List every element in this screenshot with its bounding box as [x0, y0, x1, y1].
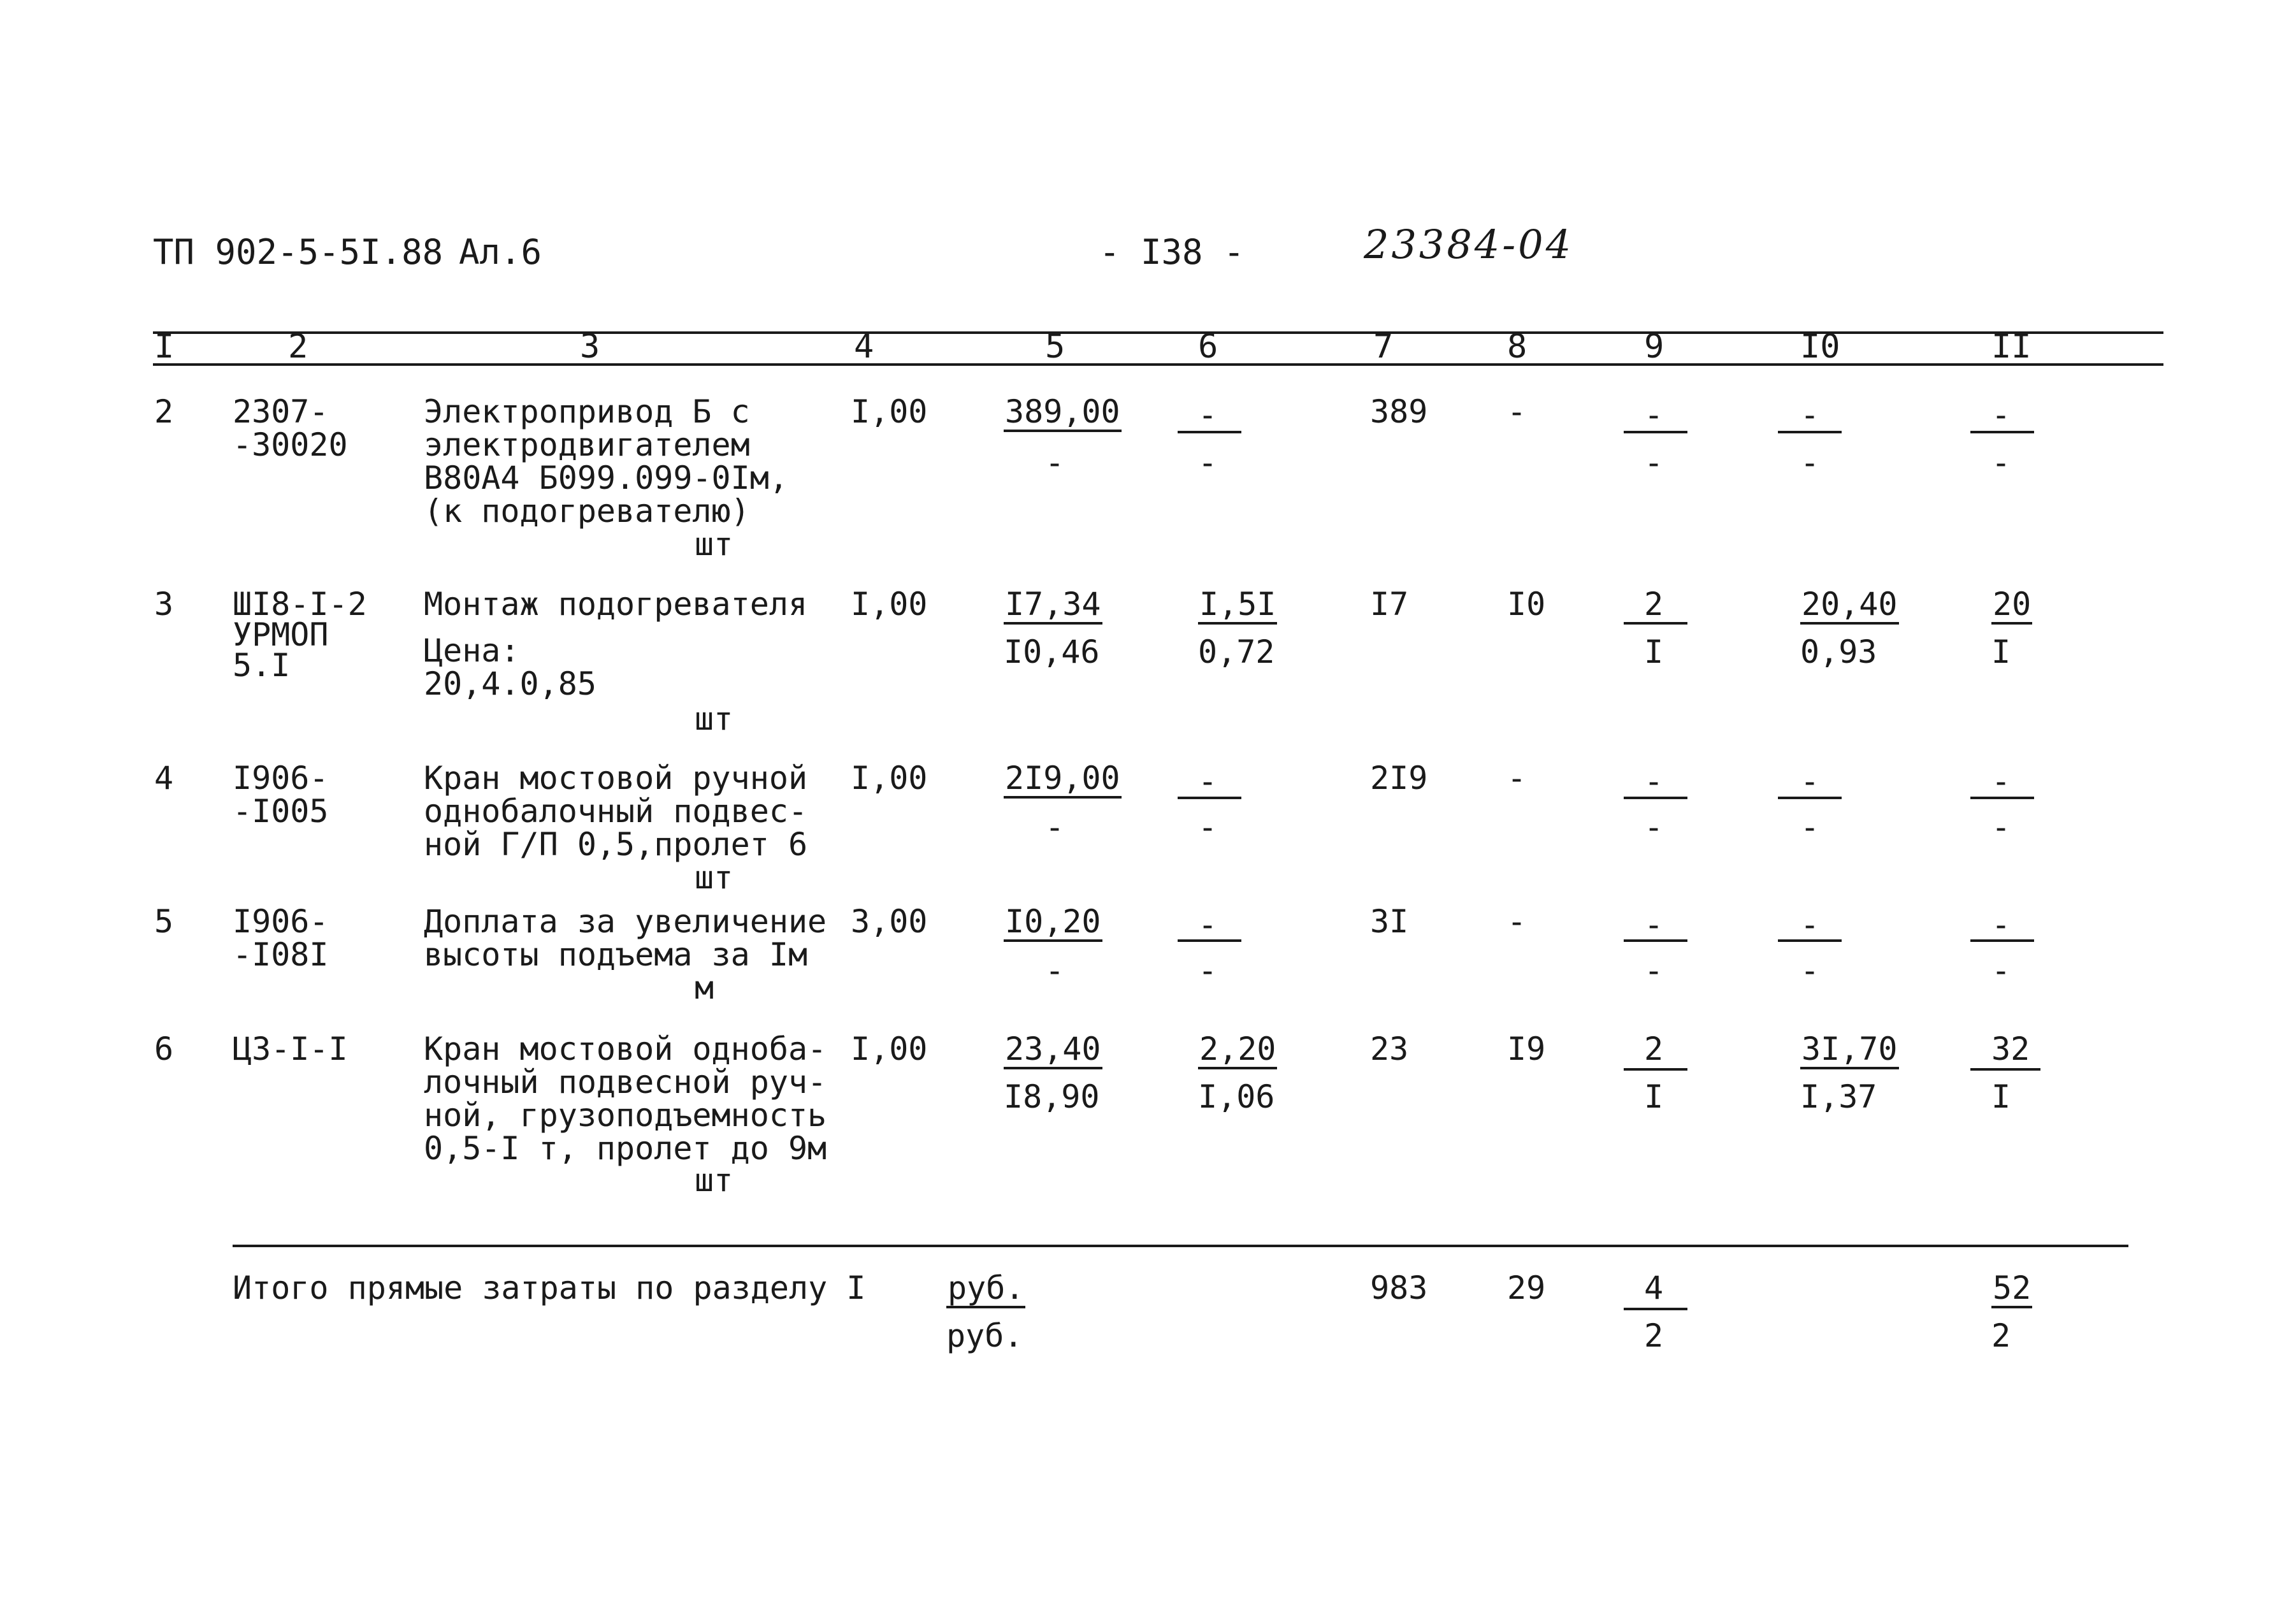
col6-bottom: - — [1198, 952, 1218, 989]
row-number: 2 — [154, 393, 174, 430]
price-code: ШI8-I-2 — [233, 586, 367, 623]
page-number: - I38 - — [1099, 232, 1245, 272]
unit-cost-value: I0,20 — [1004, 905, 1102, 942]
item-description: однобалочный подвес- — [424, 793, 808, 830]
column-number: 6 — [1198, 328, 1218, 366]
quantity: I,00 — [851, 586, 928, 623]
col6-top: - — [1198, 396, 1218, 433]
col10-bottom: - — [1800, 809, 1820, 846]
unit-cost-value: 23,40 — [1004, 1032, 1102, 1069]
price-code: УРМОП — [233, 616, 329, 653]
col10-bottom: - — [1800, 444, 1820, 481]
total-cost: 389 — [1370, 393, 1428, 430]
col10-top: - — [1800, 763, 1820, 800]
unit: м — [695, 969, 714, 1006]
unit-cost-top — [1004, 762, 1122, 799]
col9-bottom: - — [1644, 952, 1664, 989]
col11-bottom: - — [1991, 952, 2011, 989]
col11-bottom: - — [1991, 444, 2011, 481]
table-top-rule — [153, 331, 2163, 334]
col6-bottom: - — [1198, 809, 1218, 846]
price-code: -30020 — [233, 426, 348, 463]
col10-top — [1800, 1032, 1899, 1069]
totals-col8: 29 — [1507, 1269, 1546, 1306]
col6-value: I,5I — [1198, 588, 1277, 625]
col11-bottom: - — [1991, 809, 2011, 846]
quantity: 3,00 — [851, 903, 928, 940]
total-cost: 2I9 — [1370, 760, 1428, 797]
totals-label: Итого прямые затраты по разделу I — [233, 1269, 866, 1306]
totals-unit-top — [946, 1271, 1025, 1308]
totals-unit-bottom: руб. — [946, 1317, 1023, 1354]
unit-cost-value: 2I9,00 — [1004, 762, 1122, 799]
item-description: 20,4.0,85 — [424, 665, 596, 702]
column-number: I — [154, 328, 175, 366]
col11-top — [1991, 588, 2032, 625]
column-number: II — [1991, 328, 2032, 366]
col6-top — [1198, 588, 1277, 625]
col9-top: 2 — [1644, 586, 1664, 623]
price-code: 2307- — [233, 393, 329, 430]
col11-top: 32 — [1991, 1031, 2030, 1067]
col9-top: - — [1644, 906, 1664, 943]
col10-bottom: 0,93 — [1800, 633, 1877, 670]
totals-col9-top: 4 — [1644, 1269, 1664, 1306]
col9-bottom: I — [1644, 633, 1664, 670]
totals-col9-bottom: 2 — [1644, 1317, 1664, 1354]
fraction-line — [1624, 1068, 1687, 1071]
col6-top — [1198, 1032, 1277, 1069]
item-description: ной, грузоподъемность — [424, 1097, 827, 1134]
item-description: Доплата за увеличение — [424, 903, 827, 940]
price-code: -I08I — [233, 936, 329, 973]
unit-cost-top — [1004, 395, 1122, 432]
col10-top — [1800, 588, 1899, 625]
col6-value: 2,20 — [1198, 1032, 1277, 1069]
unit-cost-bottom: - — [1045, 444, 1065, 481]
quantity: I,00 — [851, 1031, 928, 1067]
col10-bottom: - — [1800, 952, 1820, 989]
document-code: ТП 902-5-5I.88 — [153, 232, 444, 272]
col9-bottom: - — [1644, 444, 1664, 481]
item-description: Кран мостовой одноба- — [424, 1031, 827, 1067]
col6-bottom: I,06 — [1198, 1078, 1275, 1115]
totals-unit-value: руб. — [946, 1271, 1025, 1308]
item-description: (к подогревателю) — [424, 493, 750, 530]
unit-cost-bottom: I0,46 — [1004, 633, 1100, 670]
unit-cost-top — [1004, 905, 1102, 942]
price-code: 5.I — [233, 647, 291, 684]
row-number: 4 — [154, 760, 174, 797]
unit-cost-value: I7,34 — [1004, 588, 1102, 625]
unit-cost-value: 389,00 — [1004, 395, 1122, 432]
item-description: Электропривод Б с — [424, 393, 750, 430]
row-number: 6 — [154, 1031, 174, 1067]
col9-bottom: - — [1644, 809, 1664, 846]
totals-col11-bottom: 2 — [1991, 1317, 2011, 1354]
table-header-rule — [153, 363, 2163, 366]
col6-top: - — [1198, 763, 1218, 800]
item-description: электродвигателем — [424, 426, 750, 463]
item-description: Цена: — [424, 632, 520, 669]
item-description: 0,5-I т, пролет до 9м — [424, 1130, 827, 1167]
unit: шт — [695, 526, 733, 563]
col11-bottom: I — [1991, 633, 2011, 670]
col9-top: - — [1644, 396, 1664, 433]
col6-bottom: 0,72 — [1198, 633, 1275, 670]
column-number: 2 — [288, 328, 308, 366]
column-number: 9 — [1644, 328, 1664, 366]
col6-top: - — [1198, 906, 1218, 943]
column-number: 8 — [1507, 328, 1527, 366]
col11-top: - — [1991, 906, 2011, 943]
item-description: В80А4 Б099.099-0Iм, — [424, 459, 788, 496]
row-number: 3 — [154, 586, 174, 623]
col11-bottom: I — [1991, 1078, 2011, 1115]
col10-value: 3I,70 — [1800, 1032, 1899, 1069]
total-cost: 3I — [1370, 903, 1409, 940]
col8-value: - — [1507, 903, 1527, 940]
column-number: 3 — [580, 328, 600, 366]
unit-cost-bottom: - — [1045, 952, 1065, 989]
unit-cost-top — [1004, 588, 1102, 625]
price-code: ЦЗ-I-I — [233, 1031, 348, 1067]
item-description: лочный подвесной руч- — [424, 1064, 827, 1101]
col9-bottom: I — [1644, 1078, 1664, 1115]
unit: шт — [695, 700, 733, 737]
col10-top: - — [1800, 906, 1820, 943]
unit-cost-bottom: - — [1045, 809, 1065, 846]
item-description: ной Г/П 0,5,пролет 6 — [424, 826, 808, 863]
price-code: -I005 — [233, 793, 329, 830]
totals-cost: 983 — [1370, 1269, 1428, 1306]
fraction-line — [1970, 1068, 2040, 1071]
price-code: I906- — [233, 903, 329, 940]
totals-col11-top — [1991, 1271, 2032, 1308]
col8-value: - — [1507, 393, 1527, 430]
totals-col11-value: 52 — [1991, 1271, 2032, 1308]
col8-value: I9 — [1507, 1031, 1546, 1067]
price-code: I906- — [233, 760, 329, 797]
totals-rule — [233, 1245, 2128, 1247]
item-description: высоты подъема за Iм — [424, 936, 808, 973]
album-number: Ал.6 — [459, 232, 542, 272]
fraction-line — [1624, 1308, 1687, 1310]
col11-top: - — [1991, 763, 2011, 800]
row-number: 5 — [154, 903, 174, 940]
col9-top: 2 — [1644, 1031, 1664, 1067]
col6-bottom: - — [1198, 444, 1218, 481]
column-number: I0 — [1800, 328, 1840, 366]
unit: шт — [695, 859, 733, 896]
col10-top: - — [1800, 396, 1820, 433]
quantity: I,00 — [851, 760, 928, 797]
col8-value: - — [1507, 760, 1527, 797]
item-description: Кран мостовой ручной — [424, 760, 808, 797]
total-cost: I7 — [1370, 586, 1409, 623]
quantity: I,00 — [851, 393, 928, 430]
col9-top: - — [1644, 763, 1664, 800]
col8-value: I0 — [1507, 586, 1546, 623]
item-description: Монтаж подогревателя — [424, 586, 808, 623]
unit-cost-top — [1004, 1032, 1102, 1069]
unit-cost-bottom: I8,90 — [1004, 1078, 1100, 1115]
col10-bottom: I,37 — [1800, 1078, 1877, 1115]
column-number: 7 — [1373, 328, 1394, 366]
handwritten-number: 23384-04 — [1364, 221, 1574, 268]
column-number: 4 — [854, 328, 874, 366]
col10-value: 20,40 — [1800, 588, 1899, 625]
col11-top: - — [1991, 396, 2011, 433]
total-cost: 23 — [1370, 1031, 1409, 1067]
column-number: 5 — [1045, 328, 1065, 366]
col11-value: 20 — [1991, 588, 2032, 625]
unit: шт — [695, 1162, 733, 1199]
